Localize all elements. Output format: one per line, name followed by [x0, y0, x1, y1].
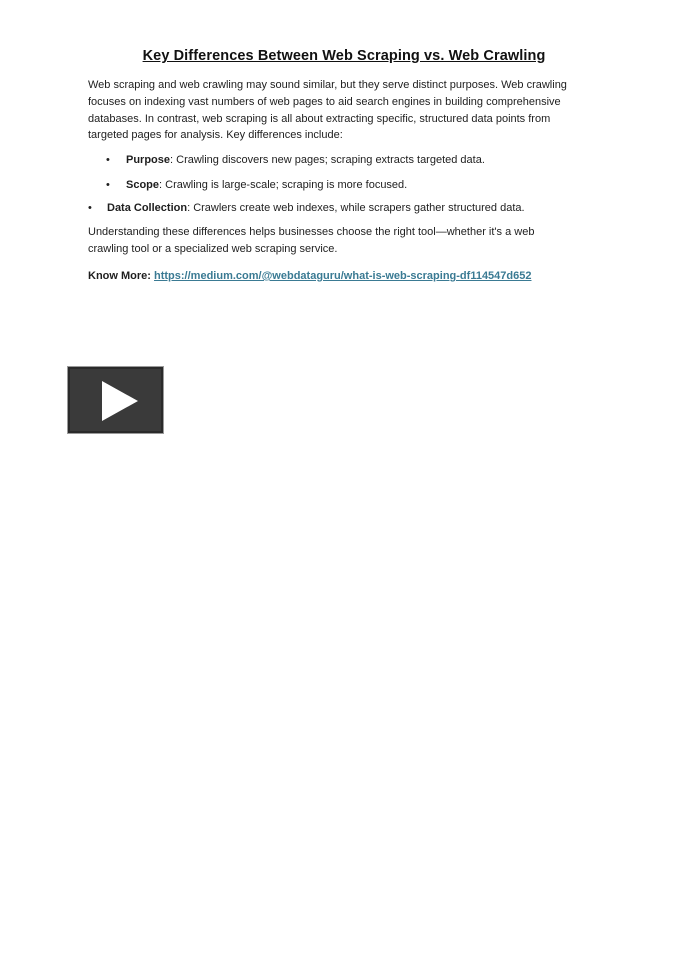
bullet-icon: • — [88, 202, 92, 214]
intro-line: targeted pages for analysis. Key differences include: — [88, 129, 343, 142]
outro-line: crawling tool or a specialized web scraping service. — [88, 242, 338, 255]
bullet-description: : Crawling is large-scale; scraping is more focused. — [159, 179, 408, 191]
know-more-link[interactable]: https://medium.com/@webdataguru/what-is-web-scraping-df114547d652 — [154, 270, 532, 282]
play-icon — [68, 367, 165, 435]
bullet-description: : Crawling discovers new pages; scraping extracts targeted data. — [170, 154, 485, 166]
bullet-icon: • — [106, 179, 110, 191]
intro-paragraph — [88, 77, 608, 144]
bullet-term: Data Collection — [107, 202, 188, 214]
outro-line: Understanding these differences helps businesses choose the right tool—whether it's a web — [88, 226, 535, 238]
document-title: Key Differences Between Web Scraping vs. Web Crawling — [142, 48, 546, 64]
bullet-icon: • — [106, 154, 110, 166]
outro-paragraph — [88, 224, 608, 258]
know-more-line — [88, 268, 532, 284]
bullet-term: Scope — [126, 179, 160, 191]
know-more-label: Know More: — [88, 270, 151, 282]
intro-line: Web scraping and web crawling may sound similar, but they serve distinct purposes. Web crawling — [88, 79, 567, 91]
bullet-text — [126, 152, 485, 168]
bullet-description: : Crawlers create web indexes, while scrapers gather structured data. — [187, 202, 525, 214]
intro-line: focuses on indexing vast numbers of web pages to aid search engines in building comprehensive — [88, 95, 561, 108]
intro-line: databases. In contrast, web scraping is all about extracting specific, structured data points from — [88, 112, 551, 125]
video-play-button[interactable] — [67, 366, 164, 434]
bullet-text — [107, 200, 525, 216]
bullet-text — [126, 177, 407, 193]
bullet-term: Purpose — [126, 154, 171, 166]
